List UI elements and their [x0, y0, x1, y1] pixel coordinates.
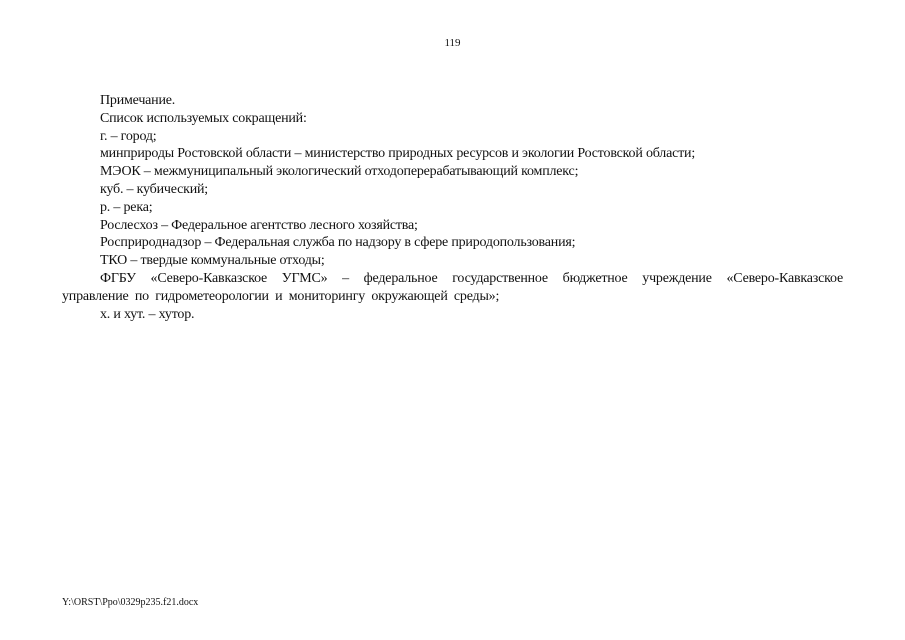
note-heading: Примечание. — [100, 93, 176, 108]
list-item: г. – город; — [100, 128, 157, 144]
list-item: Рослесхоз – Федеральное агентство лесного хозяйства; — [100, 217, 418, 233]
abbreviations-note — [62, 92, 843, 323]
footer-file-path: Y:\ORST\Ppo\0329p235.f21.docx — [62, 597, 199, 608]
list-item: Росприроднадзор – Федеральная служба по надзору в сфере природопользования; — [100, 235, 576, 251]
list-item: р. – река; — [100, 199, 153, 215]
list-item: МЭОК – межмуниципальный экологический отходоперерабатывающий комплекс; — [100, 164, 579, 180]
list-item: ТКО – твердые коммунальные отходы; — [100, 253, 325, 269]
list-item: куб. – кубический; — [100, 181, 208, 197]
page-number: 119 — [444, 37, 461, 49]
list-item: х. и хут. – хутор. — [100, 306, 195, 322]
list-item: минприроды Ростовской области – министерство природных ресурсов и экологии Ростовской области; — [100, 146, 696, 162]
list-heading: Список используемых сокращений: — [100, 110, 307, 126]
list-item: ФГБУ «Северо-Кавказское УГМС» – федеральное государственное бюджетное учреждение «Северо-Кавказское управление по гидрометеорологии и мониторингу окружающей среды»; — [62, 270, 843, 304]
